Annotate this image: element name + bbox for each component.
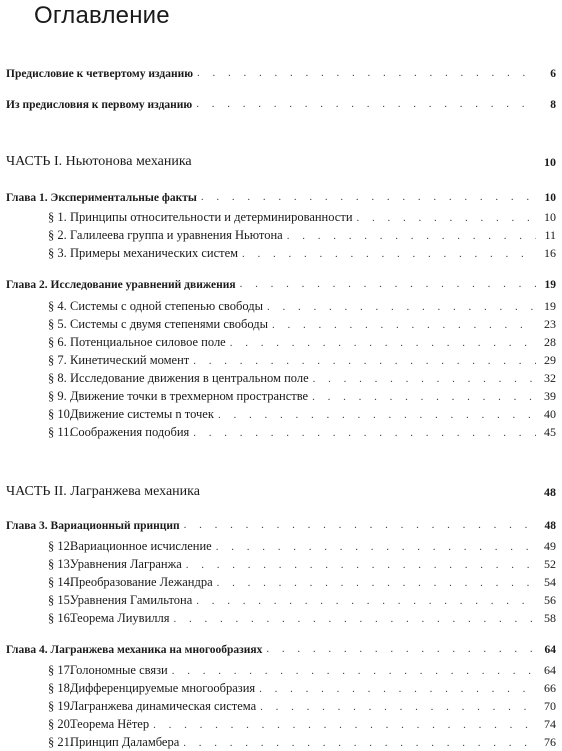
toc-entry-page: 8: [550, 99, 556, 111]
leader-dots: [260, 700, 536, 714]
section-title: Движение системы n точек: [70, 407, 214, 421]
toc-section[interactable]: [48, 608, 556, 626]
toc-section[interactable]: [48, 554, 556, 572]
leader-dots: [272, 318, 536, 332]
section-title: Принципы относительности и детерминированности: [70, 210, 353, 224]
section-title: Системы с двумя степенями свободы: [70, 317, 268, 331]
leader-dots: [267, 300, 536, 314]
section-number: § 1.: [48, 210, 67, 224]
section-title: Голономные связи: [70, 663, 168, 677]
toc-section[interactable]: [48, 368, 556, 386]
toc-section[interactable]: [48, 404, 556, 422]
section-page: 10: [544, 210, 556, 224]
section-number: § 9.: [48, 389, 67, 403]
section-page: 74: [544, 717, 556, 731]
leader-dots: [201, 190, 536, 204]
section-page: 40: [544, 407, 556, 421]
section-title: Соображения подобия: [70, 425, 190, 439]
toc-section[interactable]: [48, 660, 556, 678]
leader-dots: [153, 718, 536, 732]
leader-dots: [218, 408, 536, 422]
section-page: 66: [544, 681, 556, 695]
toc-section[interactable]: [48, 207, 556, 225]
section-title: Примеры механических систем: [70, 246, 239, 260]
section-number: § 13.: [48, 557, 73, 571]
toc-entry-page: 6: [550, 68, 556, 80]
toc-section[interactable]: [48, 350, 556, 368]
toc-chapter-3[interactable]: [6, 514, 556, 532]
toc-section[interactable]: [48, 243, 556, 261]
chapter-label: Глава 1. Экспериментальные факты: [6, 192, 197, 204]
leader-dots: [312, 390, 536, 404]
part-label: ЧАСТЬ I. Ньютонова механика: [6, 154, 192, 169]
section-number: § 21.: [48, 735, 73, 749]
section-page: 45: [544, 425, 556, 439]
section-title: Лагранжева динамическая система: [70, 699, 257, 713]
section-number: § 3.: [48, 246, 67, 260]
toc-section[interactable]: [48, 678, 556, 696]
section-number: § 12.: [48, 539, 73, 553]
chapter-page: 10: [544, 192, 556, 204]
toc-section[interactable]: [48, 225, 556, 243]
section-number: § 20.: [48, 717, 73, 731]
part-label: ЧАСТЬ II. Лагранжева механика: [6, 484, 200, 499]
section-title: Кинетический момент: [70, 353, 190, 367]
toc-entry-label: Предисловие к четвертому изданию: [6, 68, 194, 80]
toc-section[interactable]: [48, 696, 556, 714]
leader-dots: [186, 558, 536, 572]
section-title: Системы с одной степенью свободы: [70, 299, 263, 313]
section-title: Исследование движения в центральном поле: [70, 371, 309, 385]
chapter-page: 48: [544, 520, 556, 532]
section-page: 32: [544, 371, 556, 385]
section-number: § 17.: [48, 663, 73, 677]
section-title: Теорема Лиувилля: [70, 611, 170, 625]
section-page: 23: [544, 317, 556, 331]
toc-chapter-2[interactable]: [6, 273, 556, 291]
section-number: § 4.: [48, 299, 67, 313]
section-page: 11: [544, 228, 556, 242]
section-page: 16: [544, 246, 556, 260]
leader-dots: [217, 576, 536, 590]
toc-section[interactable]: [48, 332, 556, 350]
section-number: § 18.: [48, 681, 73, 695]
leader-dots: [357, 211, 536, 225]
chapter-page: 19: [544, 279, 556, 291]
section-number: § 11.: [48, 425, 73, 439]
toc-section[interactable]: [48, 590, 556, 608]
section-page: 56: [544, 593, 556, 607]
section-number: § 19.: [48, 699, 73, 713]
leader-dots: [216, 540, 536, 554]
toc-section[interactable]: [48, 714, 556, 732]
leader-dots: [197, 66, 536, 80]
section-number: § 15.: [48, 593, 73, 607]
leader-dots: [183, 736, 536, 750]
section-page: 64: [544, 663, 556, 677]
leader-dots: [287, 229, 536, 243]
section-page: 29: [544, 353, 556, 367]
section-number: § 7.: [48, 353, 67, 367]
section-title: Галилеева группа и уравнения Ньютона: [70, 228, 283, 242]
leader-dots: [193, 426, 536, 440]
section-page: 76: [544, 735, 556, 749]
section-page: 19: [544, 299, 556, 313]
toc-chapter-1[interactable]: [6, 186, 556, 204]
section-page: 28: [544, 335, 556, 349]
toc-entry-preface-4th[interactable]: [6, 62, 556, 80]
leader-dots: [184, 518, 536, 532]
toc-section[interactable]: [48, 572, 556, 590]
section-page: 39: [544, 389, 556, 403]
section-page: 52: [544, 557, 556, 571]
section-page: 58: [544, 611, 556, 625]
section-title: Потенциальное силовое поле: [70, 335, 226, 349]
leader-dots: [230, 336, 536, 350]
section-number: § 8.: [48, 371, 67, 385]
leader-dots: [196, 97, 536, 111]
section-page: 49: [544, 539, 556, 553]
toc-section[interactable]: [48, 422, 556, 440]
chapter-label: Глава 3. Вариационный принцип: [6, 520, 180, 532]
toc-section[interactable]: [48, 386, 556, 404]
section-title: Преобразование Лежандра: [70, 575, 213, 589]
leader-dots: [259, 682, 536, 696]
section-page: 54: [544, 575, 556, 589]
toc-section[interactable]: [48, 314, 556, 332]
leader-dots: [242, 247, 536, 261]
section-title: Вариационное исчисление: [70, 539, 212, 553]
section-number: § 14.: [48, 575, 73, 589]
section-title: Дифференцируемые многообразия: [70, 681, 256, 695]
toc-section[interactable]: [48, 296, 556, 314]
chapter-label: Глава 4. Лагранжева механика на многообразиях: [6, 644, 263, 656]
leader-dots: [193, 354, 536, 368]
toc-entry-preface-1st[interactable]: [6, 93, 556, 111]
section-page: 70: [544, 699, 556, 713]
leader-dots: [313, 372, 536, 386]
toc-part-2[interactable]: [6, 482, 556, 500]
leader-dots: [266, 642, 536, 656]
part-page: 48: [544, 485, 556, 499]
part-page: 10: [544, 155, 556, 169]
section-title: Уравнения Гамильтона: [70, 593, 193, 607]
section-title: Принцип Даламбера: [70, 735, 180, 749]
leader-dots: [240, 277, 536, 291]
section-number: § 5.: [48, 317, 67, 331]
toc-section[interactable]: [48, 536, 556, 554]
section-number: § 10.: [48, 407, 73, 421]
section-title: Теорема Нётер: [70, 717, 150, 731]
toc-entry-label: Из предисловия к первому изданию: [6, 99, 193, 111]
section-title: Уравнения Лагранжа: [70, 557, 182, 571]
leader-dots: [172, 664, 536, 678]
toc-chapter-4[interactable]: [6, 638, 556, 656]
section-number: § 16.: [48, 611, 73, 625]
chapter-label: Глава 2. Исследование уравнений движения: [6, 279, 236, 291]
leader-dots: [196, 594, 536, 608]
section-title: Движение точки в трехмерном пространстве: [70, 389, 309, 403]
section-number: § 2.: [48, 228, 67, 242]
leader-dots: [174, 612, 537, 626]
toc-part-1[interactable]: [6, 152, 556, 170]
page-title: Оглавление: [34, 2, 170, 29]
chapter-page: 64: [544, 644, 556, 656]
section-number: § 6.: [48, 335, 67, 349]
toc-section[interactable]: [48, 732, 556, 750]
